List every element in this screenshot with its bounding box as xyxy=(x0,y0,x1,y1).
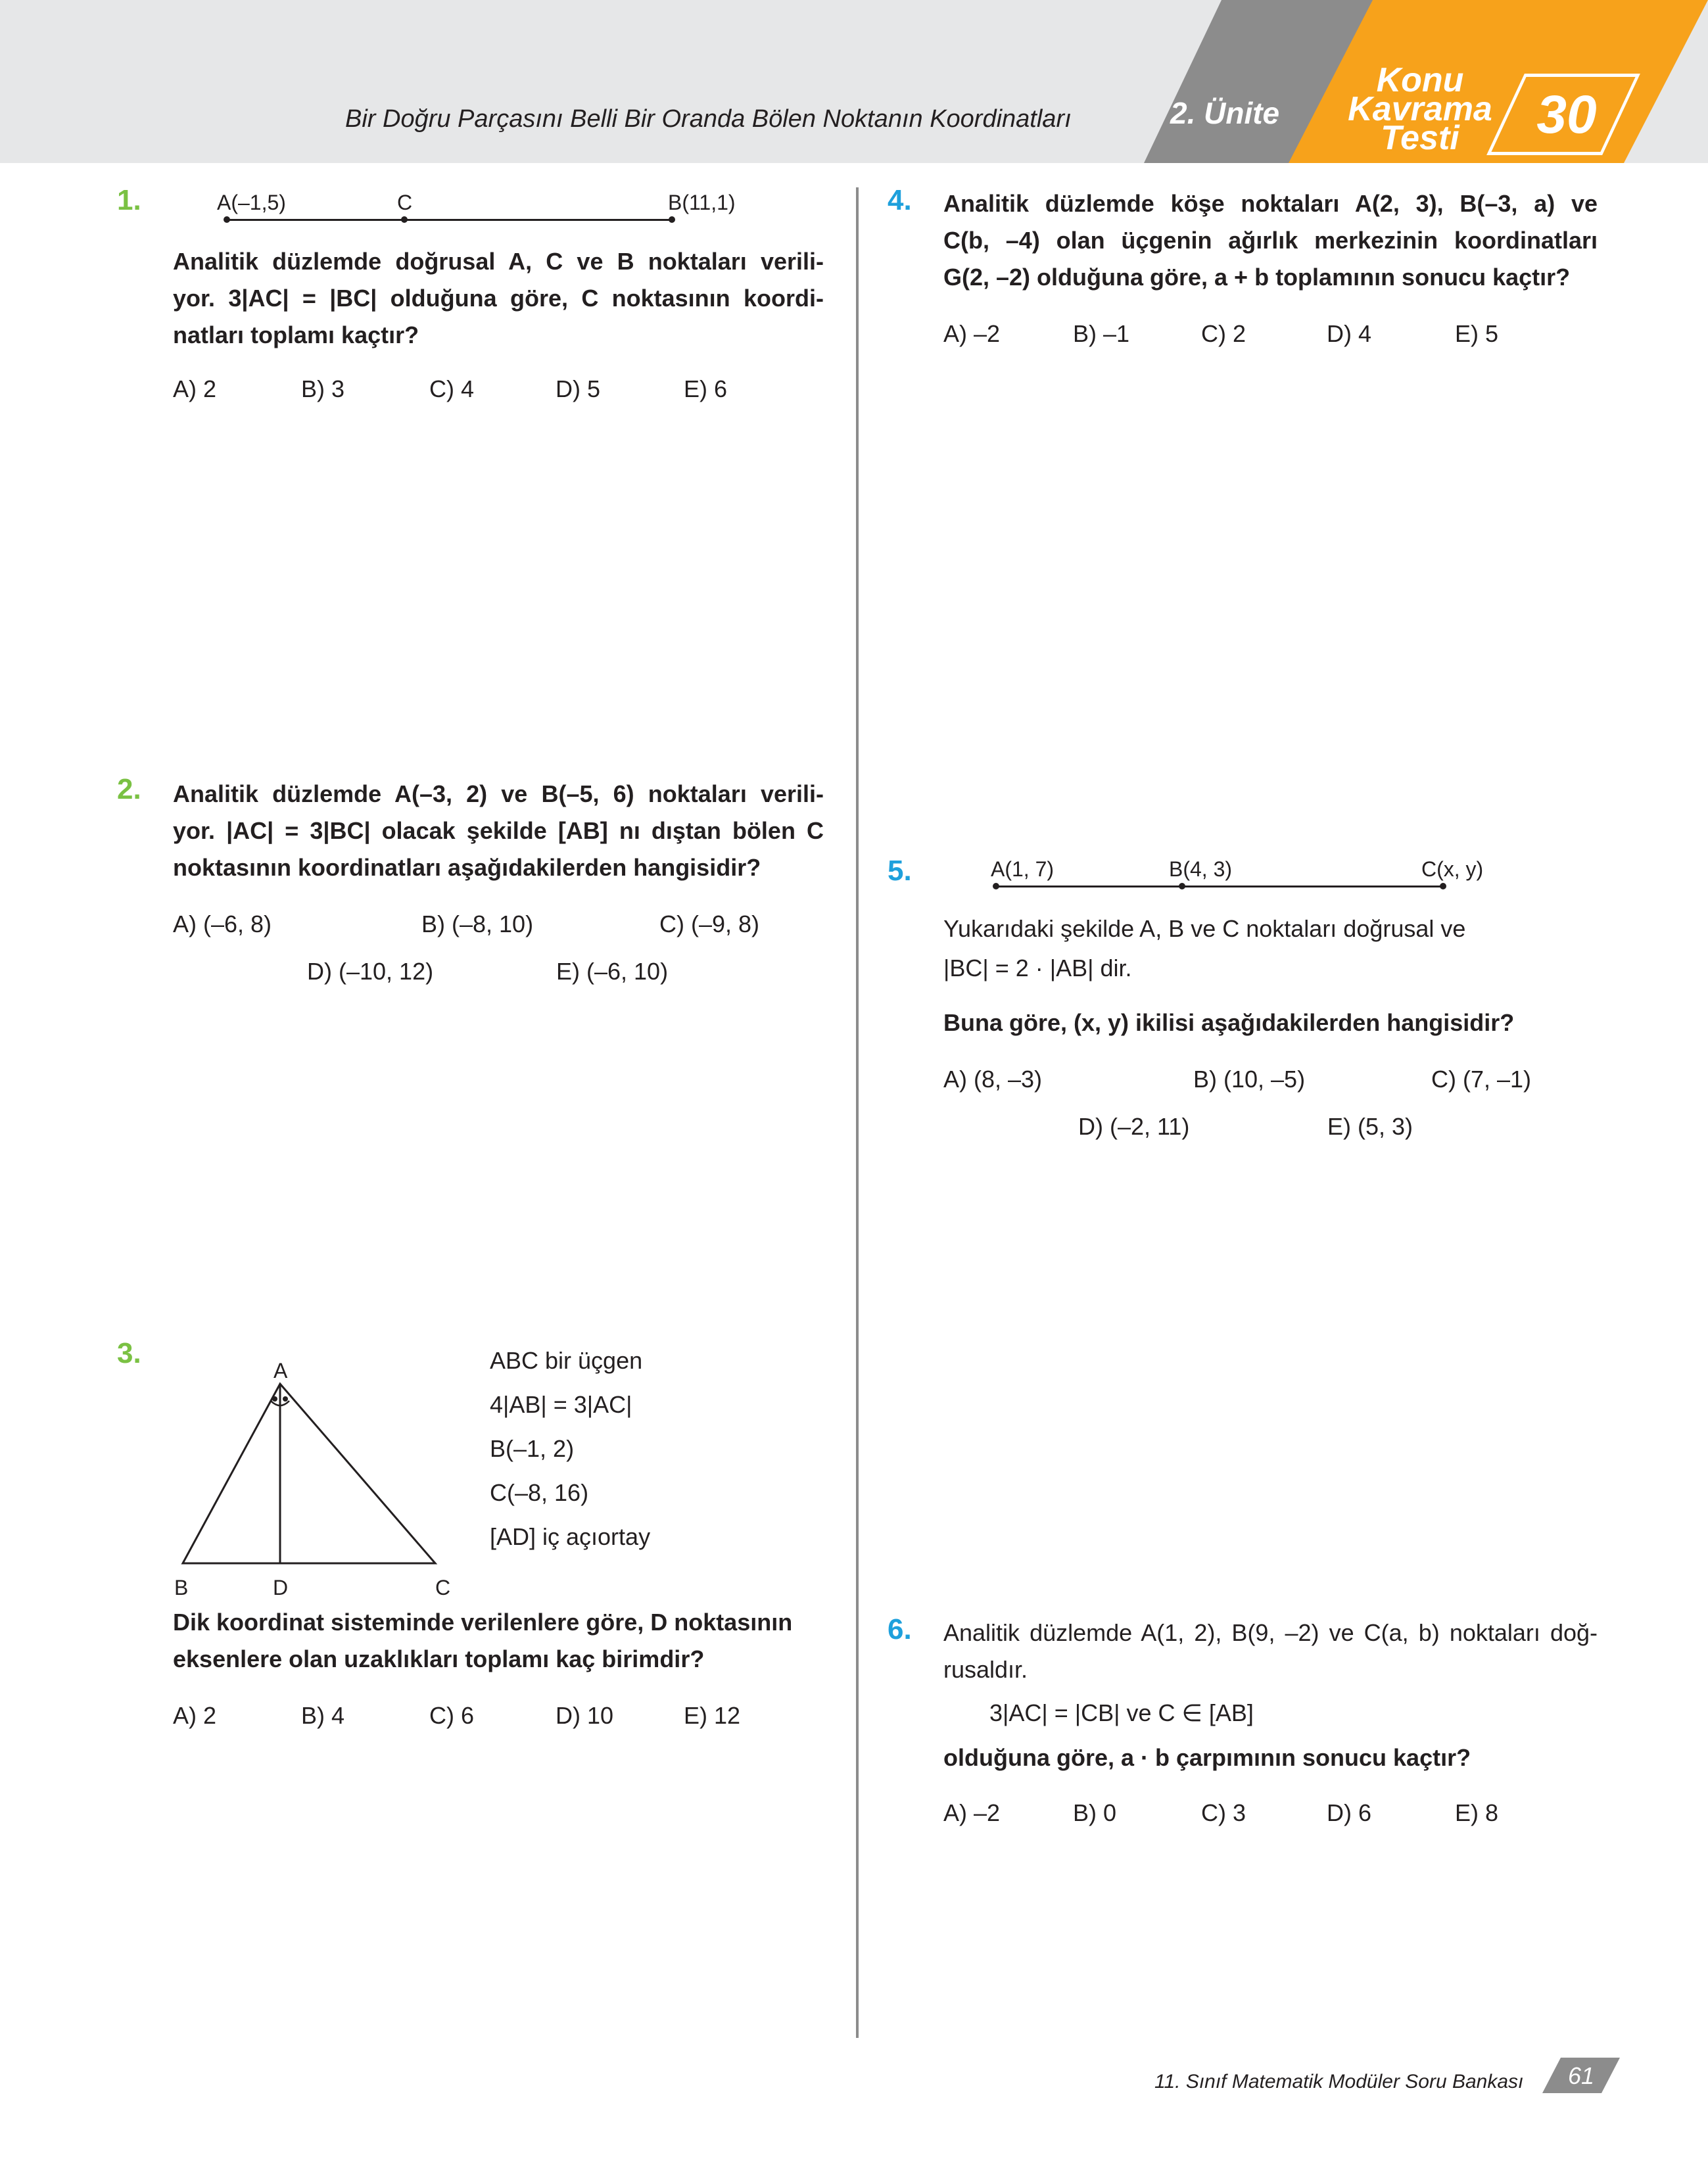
q6-option-c[interactable]: C) 3 xyxy=(1201,1799,1246,1826)
q1-point-c xyxy=(401,216,408,223)
test-label-line-2: Kavrama xyxy=(1348,90,1492,128)
q6-option-a[interactable]: A) –2 xyxy=(943,1799,1001,1826)
q4-option-e[interactable]: E) 5 xyxy=(1455,320,1499,347)
q3-given-5: [AD] iç açıortay xyxy=(490,1523,651,1550)
q3-option-d[interactable]: D) 10 xyxy=(556,1702,614,1729)
q1-segment-line xyxy=(227,219,672,221)
footer-book-title: 11. Sınıf Matematik Modüler Soru Bankası xyxy=(1154,2071,1524,2092)
q6-option-d[interactable]: D) 6 xyxy=(1327,1799,1372,1826)
question-number-1: 1. xyxy=(117,184,141,216)
q5-option-c[interactable]: C) (7, –1) xyxy=(1431,1066,1532,1093)
q1-point-a xyxy=(224,216,230,223)
q5-description xyxy=(943,909,1465,988)
q2-text-line-2: yor. |AC| = 3|BC| olacak şekilde [AB] nı dıştan bölen C xyxy=(173,817,824,844)
page-number: 61 xyxy=(1567,2062,1595,2089)
question-number-3: 3. xyxy=(117,1337,141,1369)
q5-label-c: C(x, y) xyxy=(1421,857,1484,881)
q2-text-line-1: Analitik düzlemde A(–3, 2) ve B(–5, 6) noktaları verili- xyxy=(173,780,824,807)
q3-triangle xyxy=(183,1384,435,1563)
q5-point-c xyxy=(1440,883,1446,889)
q4-text xyxy=(943,185,1598,296)
q5-desc-line-2: |BC| = 2 · |AB| dir. xyxy=(943,955,1132,981)
q3-given xyxy=(490,1338,650,1559)
q2-option-e[interactable]: E) (–6, 10) xyxy=(556,958,669,985)
q1-option-d[interactable]: D) 5 xyxy=(556,375,601,402)
q4-text-line-2: C(b, –4) olan üçgenin ağırlık merkezinin koordinatları xyxy=(943,227,1598,254)
q2-text-line-3: noktasının koordinatları aşağıdakilerden hangisidir? xyxy=(173,854,761,881)
q1-option-a[interactable]: A) 2 xyxy=(173,375,217,402)
q1-label-b: B(11,1) xyxy=(668,191,736,214)
q3-given-4: C(–8, 16) xyxy=(490,1479,589,1506)
q5-desc-line-1: Yukarıdaki şekilde A, B ve C noktaları doğrusal ve xyxy=(943,915,1466,942)
q3-given-1: ABC bir üçgen xyxy=(490,1347,643,1374)
q1-option-b[interactable]: B) 3 xyxy=(301,375,345,402)
q6-desc-line-2: rusaldır. xyxy=(943,1656,1028,1683)
q3-triangle-figure xyxy=(164,1335,473,1597)
q3-label-b: B xyxy=(174,1576,189,1597)
q5-option-d[interactable]: D) (–2, 11) xyxy=(1078,1113,1190,1140)
column-divider xyxy=(856,187,859,2038)
q5-label-b: B(4, 3) xyxy=(1169,857,1233,881)
q5-option-b[interactable]: B) (10, –5) xyxy=(1193,1066,1306,1093)
q4-text-line-1: Analitik düzlemde köşe noktaları A(2, 3), B(–3, a) ve xyxy=(943,190,1598,217)
q6-description xyxy=(943,1615,1598,1688)
test-label-line-3: Testi xyxy=(1381,119,1459,157)
q1-text-line-2: yor. 3|AC| = |BC| olduğuna göre, C noktasının koordi- xyxy=(173,285,824,312)
q1-label-a: A(–1,5) xyxy=(217,191,286,214)
q3-text-line-1: Dik koordinat sisteminde verilenlere göre, D noktasının xyxy=(173,1609,793,1636)
test-label xyxy=(1341,61,1499,157)
q1-label-c: C xyxy=(397,191,413,214)
q4-option-b[interactable]: B) –1 xyxy=(1073,320,1130,347)
test-number: 30 xyxy=(1536,85,1597,145)
q2-text xyxy=(173,776,824,886)
q1-text xyxy=(173,243,824,354)
q6-option-e[interactable]: E) 8 xyxy=(1455,1799,1499,1826)
q3-given-2: 4|AB| = 3|AC| xyxy=(490,1391,632,1418)
q2-option-b[interactable]: B) (–8, 10) xyxy=(421,910,534,937)
q1-option-e[interactable]: E) 6 xyxy=(684,375,728,402)
q1-text-line-1: Analitik düzlemde doğrusal A, C ve B noktaları verili- xyxy=(173,248,824,275)
q6-option-b[interactable]: B) 0 xyxy=(1073,1799,1117,1826)
test-label-line-1: Konu xyxy=(1376,61,1464,99)
q4-text-line-3: G(2, –2) olduğuna göre, a + b toplamının sonucu kaçtır? xyxy=(943,264,1571,291)
q3-text xyxy=(173,1604,824,1678)
q6-question: olduğuna göre, a · b çarpımının sonucu kaçtır? xyxy=(943,1744,1471,1771)
q5-label-a: A(1, 7) xyxy=(991,857,1055,881)
q3-label-c: C xyxy=(435,1576,451,1597)
q3-option-b[interactable]: B) 4 xyxy=(301,1702,345,1729)
q3-angle-mark-2 xyxy=(283,1396,288,1402)
q5-segment-line xyxy=(996,886,1443,887)
q3-given-3: B(–1, 2) xyxy=(490,1435,575,1462)
q3-option-a[interactable]: A) 2 xyxy=(173,1702,217,1729)
q5-point-a xyxy=(993,883,999,889)
q1-option-c[interactable]: C) 4 xyxy=(429,375,475,402)
q3-label-d: D xyxy=(273,1576,289,1597)
q2-option-d[interactable]: D) (–10, 12) xyxy=(307,958,434,985)
q5-question: Buna göre, (x, y) ikilisi aşağıdakilerden hangisidir? xyxy=(943,1009,1515,1036)
question-number-6: 6. xyxy=(888,1613,912,1645)
q4-option-a[interactable]: A) –2 xyxy=(943,320,1001,347)
q4-option-c[interactable]: C) 2 xyxy=(1201,320,1246,347)
question-number-5: 5. xyxy=(888,855,912,887)
q3-angle-mark-1 xyxy=(272,1396,277,1402)
q1-text-line-3: natları toplamı kaçtır? xyxy=(173,321,419,348)
unit-label: 2. Ünite xyxy=(1170,96,1280,130)
q5-point-b xyxy=(1179,883,1185,889)
q5-option-e[interactable]: E) (5, 3) xyxy=(1327,1113,1413,1140)
q1-point-b xyxy=(669,216,675,223)
q3-text-line-2: eksenlere olan uzaklıkları toplamı kaç birimdir? xyxy=(173,1645,705,1672)
q2-option-a[interactable]: A) (–6, 8) xyxy=(173,910,272,937)
q4-option-d[interactable]: D) 4 xyxy=(1327,320,1372,347)
question-number-2: 2. xyxy=(117,773,141,805)
question-number-4: 4. xyxy=(888,184,912,216)
q6-condition: 3|AC| = |CB| ve C ∈ [AB] xyxy=(989,1699,1254,1726)
q2-option-c[interactable]: C) (–9, 8) xyxy=(659,910,760,937)
q6-desc-line-1: Analitik düzlemde A(1, 2), B(9, –2) ve C(a, b) noktaları doğ- xyxy=(943,1619,1598,1646)
q3-option-e[interactable]: E) 12 xyxy=(684,1702,741,1729)
q5-option-a[interactable]: A) (8, –3) xyxy=(943,1066,1043,1093)
q3-label-a: A xyxy=(273,1359,288,1382)
q3-option-c[interactable]: C) 6 xyxy=(429,1702,475,1729)
section-title: Bir Doğru Parçasını Belli Bir Oranda Bölen Noktanın Koordinatları xyxy=(345,105,1072,133)
